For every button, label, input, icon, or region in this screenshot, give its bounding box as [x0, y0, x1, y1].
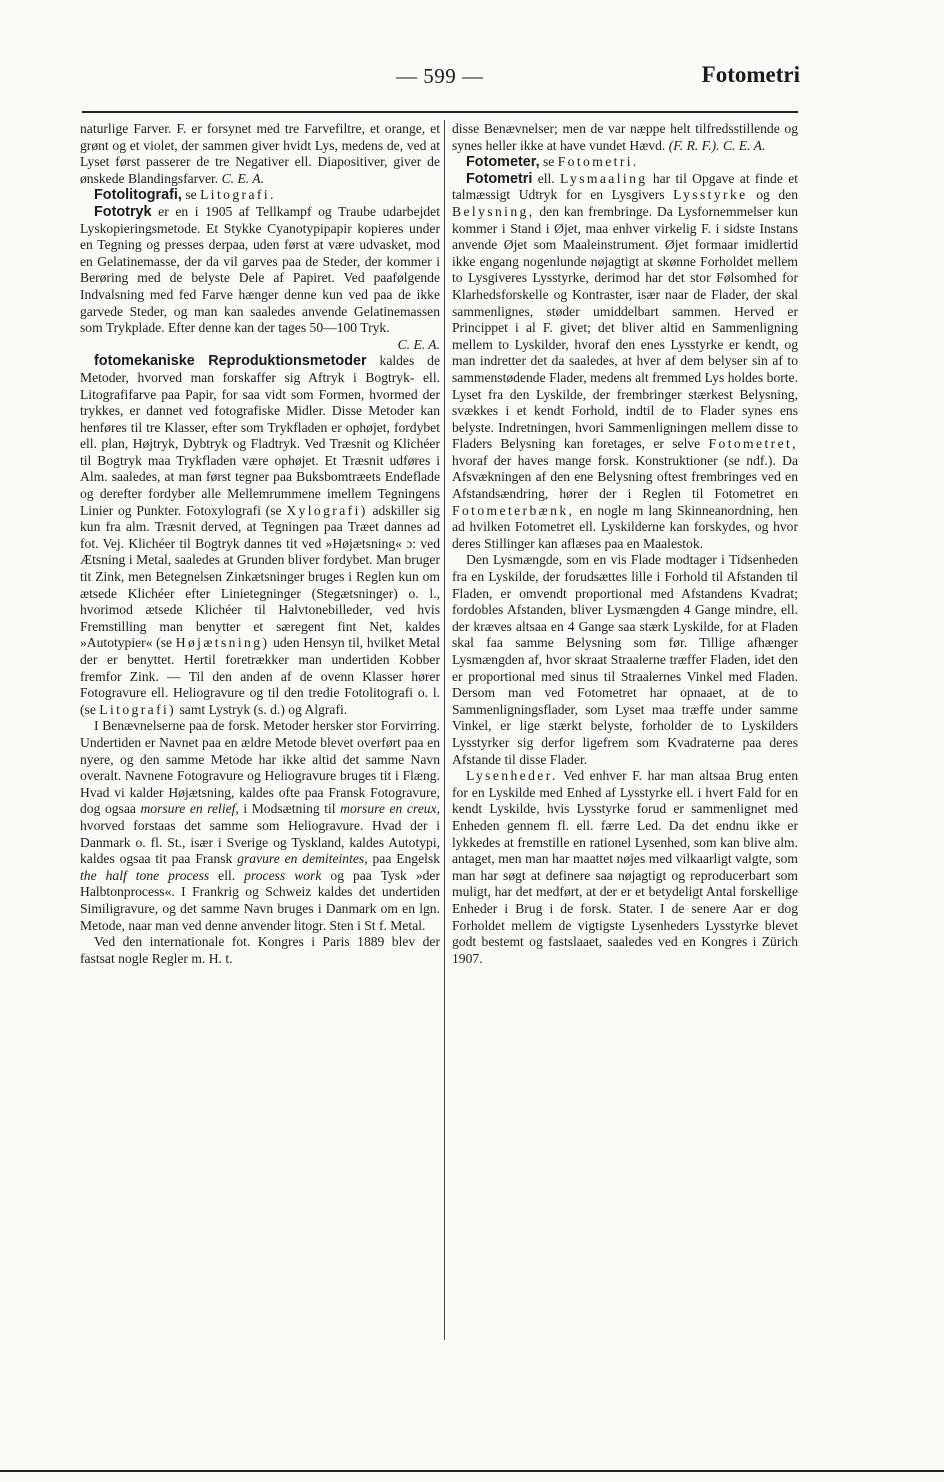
cross-reference: Litografi. [200, 187, 276, 203]
page-bottom-edge [0, 1470, 944, 1472]
cross-reference: Fotometri. [557, 154, 639, 170]
headword: Fotometri [466, 170, 533, 187]
cross-reference: Litografi) [99, 701, 177, 717]
headword: Fotometer, [466, 154, 540, 171]
headword: Fotolitografi, [94, 187, 182, 204]
signature: C. E. A. [221, 170, 264, 186]
running-head: Fotometri [701, 62, 800, 87]
paragraph-kongres: Ved den internationale fot. Kongres i Paris 1889 blev der fastsat nogle Regler m. H. t. [80, 934, 440, 966]
signature: C. E. A. [397, 336, 440, 352]
column-divider [444, 120, 445, 1340]
paragraph-benaevnelser: I Benævnelserne paa de forsk. Metoder hersker stor Forvirring. Undertiden er Navnet paa en ældre Metode blevet overført paa en nyere, og den samme Metode har ikke altid det samme Navn overalt. Navnene Fotogravure og Heliogravure bruges tit i Flæng. Hvad vi kalder Højætsning, kaldes ofte paa Fransk Fotogravure, dog ogsaa morsure en relief, i Modsætning til morsure en creux, hvorved forstaas det samme som Heliogravure. Hvad der i Danmark o. fl. St., især i Sverige og Tyskland, kaldes Autotypi, kaldes ogsaa tit paa Fransk gravure en demiteintes, paa Engelsk the half tone process ell. process work og paa Tysk »der Halbtonprocess«. I Frankrig og Schweiz kaldes det undertiden Similigravure, og det samme Navn bruges i Danmark om en lgn. Metode, naar man ved denne anvender litogr. Sten i St f. Metal. [80, 718, 441, 933]
page-number: — 599 — [396, 64, 484, 88]
cross-reference: Xylografi) [286, 502, 368, 518]
paragraph-continuation: disse Benævnelser; men de var næppe helt tilfredsstillende og synes heller ikke at have vundet Hævd. (F. R. F.). C. E. A. [452, 121, 798, 153]
entry-fotolitografi: Fotolitografi, se Litografi. [94, 187, 276, 204]
page-header [0, 0, 944, 110]
entry-fotometer: Fotometer, se Fotometri. [466, 154, 639, 171]
entry-fotometri: Fotometri ell. Lysmaaling har til Opgave at finde et talmæssigt Udtryk for en Lysgivers Lysstyrke og den Belysning, den kan frembringe. Da Lysfornemmelser kun kommer i Stand i Øjet, maa enhver virkelig F. i sidste Instans anvende Øjet som Maaleinstrument. Øjet formaar imidlertid ikke engang nogenlunde nøjagtigt at skønne Forholdet mellem to Lysgiveres Lysstyrke, derimod har det stor Følsomhed for Klarhedsforskelle og Kontraster, især naar de Flader, der skal sammenlignes, støder umiddelbart sammen. Herved er Princippet i al F. givet; det bliver altid en Sammenligning mellem to Lyskilder, hvoraf den enes Lysstyrke er kendt, og man indretter det da saaledes, at hver af dem belyser sin af to sammenstødende Flader, medens alt fremmed Lys holdes borte. Lyset fra den Lyskilde, der frembringer stærkest Belysning, svækkes i et kendt Forhold, indtil de to Flader synes ens belyste. Indretningen, hvori Sammenligningen mellem disse to Fladers Belysning kan foretages, er selve Fotometret, hvoraf der haves mange forsk. Konstruktioner (se ndf.). Da Afsvækningen af den ene Belysning oftest frembringes ved en Afstandsændring, hører der i Reglen til Fotometret en Fotometerbænk, en nogle m lang Skinneanordning, hen ad hvilken Fotometret ell. Lyskilderne kan forskydes, og hvor deres Stillinger kan aflæses paa en Maalestok. [452, 170, 799, 551]
headword: fotomekaniske Reproduktionsmetoder [94, 353, 367, 370]
subheading: Lysenheder. [466, 768, 558, 784]
entry-fototryk: Fototryk er en i 1905 af Tellkampf og Traube udarbejdet Lyskopieringsmetode. Et Stykke Cyanotypipapir kopieres under en Tegning og presses derpaa, uden først at være udvasket, mod en Gelatinemasse, der da vil garves paa de Steder, der kommer i Berøring med de belyste Dele af Papiret. Ved paafølgende Indvalsning med fed Farve hænger denne kun ved paa de ikke garvede Steder, og man kan saaledes anvende Gelatinemassen som Trykplade. Efter denne kan der tages 50—100 Tryk. [80, 203, 440, 336]
paragraph-farvefiltre: naturlige Farver. F. er forsynet med tre Farvefiltre, et orange, et grønt og et violet, der sammen giver hvidt Lys, medens de, ved at Lyset først passerer de tre Negativer ell. Diapositiver, giver de ønskede Blandingsfarver. C. E. A. [80, 121, 440, 186]
entry-reproduktionsmetoder: fotomekaniske Reproduktionsmetoder kaldes de Metoder, hvorved man forskaffer sig Aftryk i Bogtryk- ell. Litografifarve paa Papir, for saa vidt som Formen, hvormed der trykkes, er dannet ved fotografiske Midler. Disse Metoder kan henføres til tre Klasser, efter som Trykfladen er ophøjet, fordybet ell. plan, Højtryk, Dybtryk og Fladtryk. Ved Træsnit og Klichéer til Bogtryk maa Trykfladen være ophøjet. Et Træsnit udføres i Alm. saaledes, at man først tegner paa Buksbomtræets Endeflade og derefter fordyber alle Mellemrummene imellem Tegningens Linier og Punkter. Fotoxylografi (se Xylografi) adskiller sig kun fra alm. Træsnit derved, at Tegningen paa Træet dannes ad fot. Vej. Klichéer til Bogtryk dannes tit ved »Højætsning« ɔ: ved Ætsning i Metal, saaledes at Grunden bliver fordybet. Man bruger tit Zink, men Betegnelsen Zinkætsninger bruges i Reglen kun om ætsede Klichéer efter Linietegninger (Stegætsninger) o. l., hvorimod ætsede Klichéer til Halvtonebilleder, ved hvis Fremstilling man benytter et særegent fint Net, kaldes »Autotypier« (se Højætsning) uden Hensyn til, hvilket Metal der er benyttet. Hertil foretrækker man undertiden Kobber fremfor Zink. — Til den anden af de ovenn Klasser hører Fotogravure ell. Heliogravure og til den tredie Fotolitografi o. l. (se Litografi) samt Lystryk (s. d.) og Algrafi. [80, 353, 440, 717]
paragraph-lysenheder: Lysenheder. Ved enhver F. har man altsaa Brug enten for en Lyskilde med Enhed af Lysstyrke ell. i hvert Fald for en kendt Lyskilde, hvis Lysstyrke forud er sammenlignet med Enheden gennem fl. ell. færre Led. Da det endnu ikke er lykkedes at fremstille en rationel Lysenhed, som kan blive alm. antaget, men man har maattet nøjes med vilkaarligt valgte, som man har søgt at definere saa nøjagtigt og reproducerbart som muligt, har det medført, at der er et betydeligt Antal forskellige Enheder i Brug i de forsk. Stater. I de senere Aar er dog Forholdet mellem de vigtigste Lysenheders Lysstyrke blevet godt bestemt og fastslaaet, saaledes ved en Kongres i Zürich 1907. [452, 768, 798, 966]
right-column [452, 121, 798, 967]
header-rule [82, 111, 798, 113]
left-column [80, 121, 440, 967]
signature: (F. R. F.). C. E. A. [668, 137, 766, 153]
paragraph-lysmaengde: Den Lysmængde, som en vis Flade modtager i Tidsenheden fra en Lyskilde, der forudsættes lille i Forhold til Afstanden til Fladen, er omvendt proportional med Afstandens Kvadrat; fordobles Afstanden, bliver Lysmængden 4 Gange mindre, ell. der kræves altsaa en 4 Gange saa stærk Lyskilde, for at Fladen skal faa samme Belysning som før. Tillige afhænger Lysmængden af, hvor skraat Straalerne træffer Fladen, idet den er proportional med sinus til Straalernes Vinkel med Fladen. Dersom man ved Fotometret har opnaaet, at de to Sammenligningsflader, som Lyset maa træffe under samme Vinkel, er lige stærkt belyste, forholder de to Lyskilders Lysstyrker sig derfor ligefrem som Kvadraterne paa deres Afstande til disse Flader. [452, 552, 798, 767]
headword: Fototryk [94, 203, 152, 220]
cross-reference: Højætsning) [175, 635, 270, 651]
